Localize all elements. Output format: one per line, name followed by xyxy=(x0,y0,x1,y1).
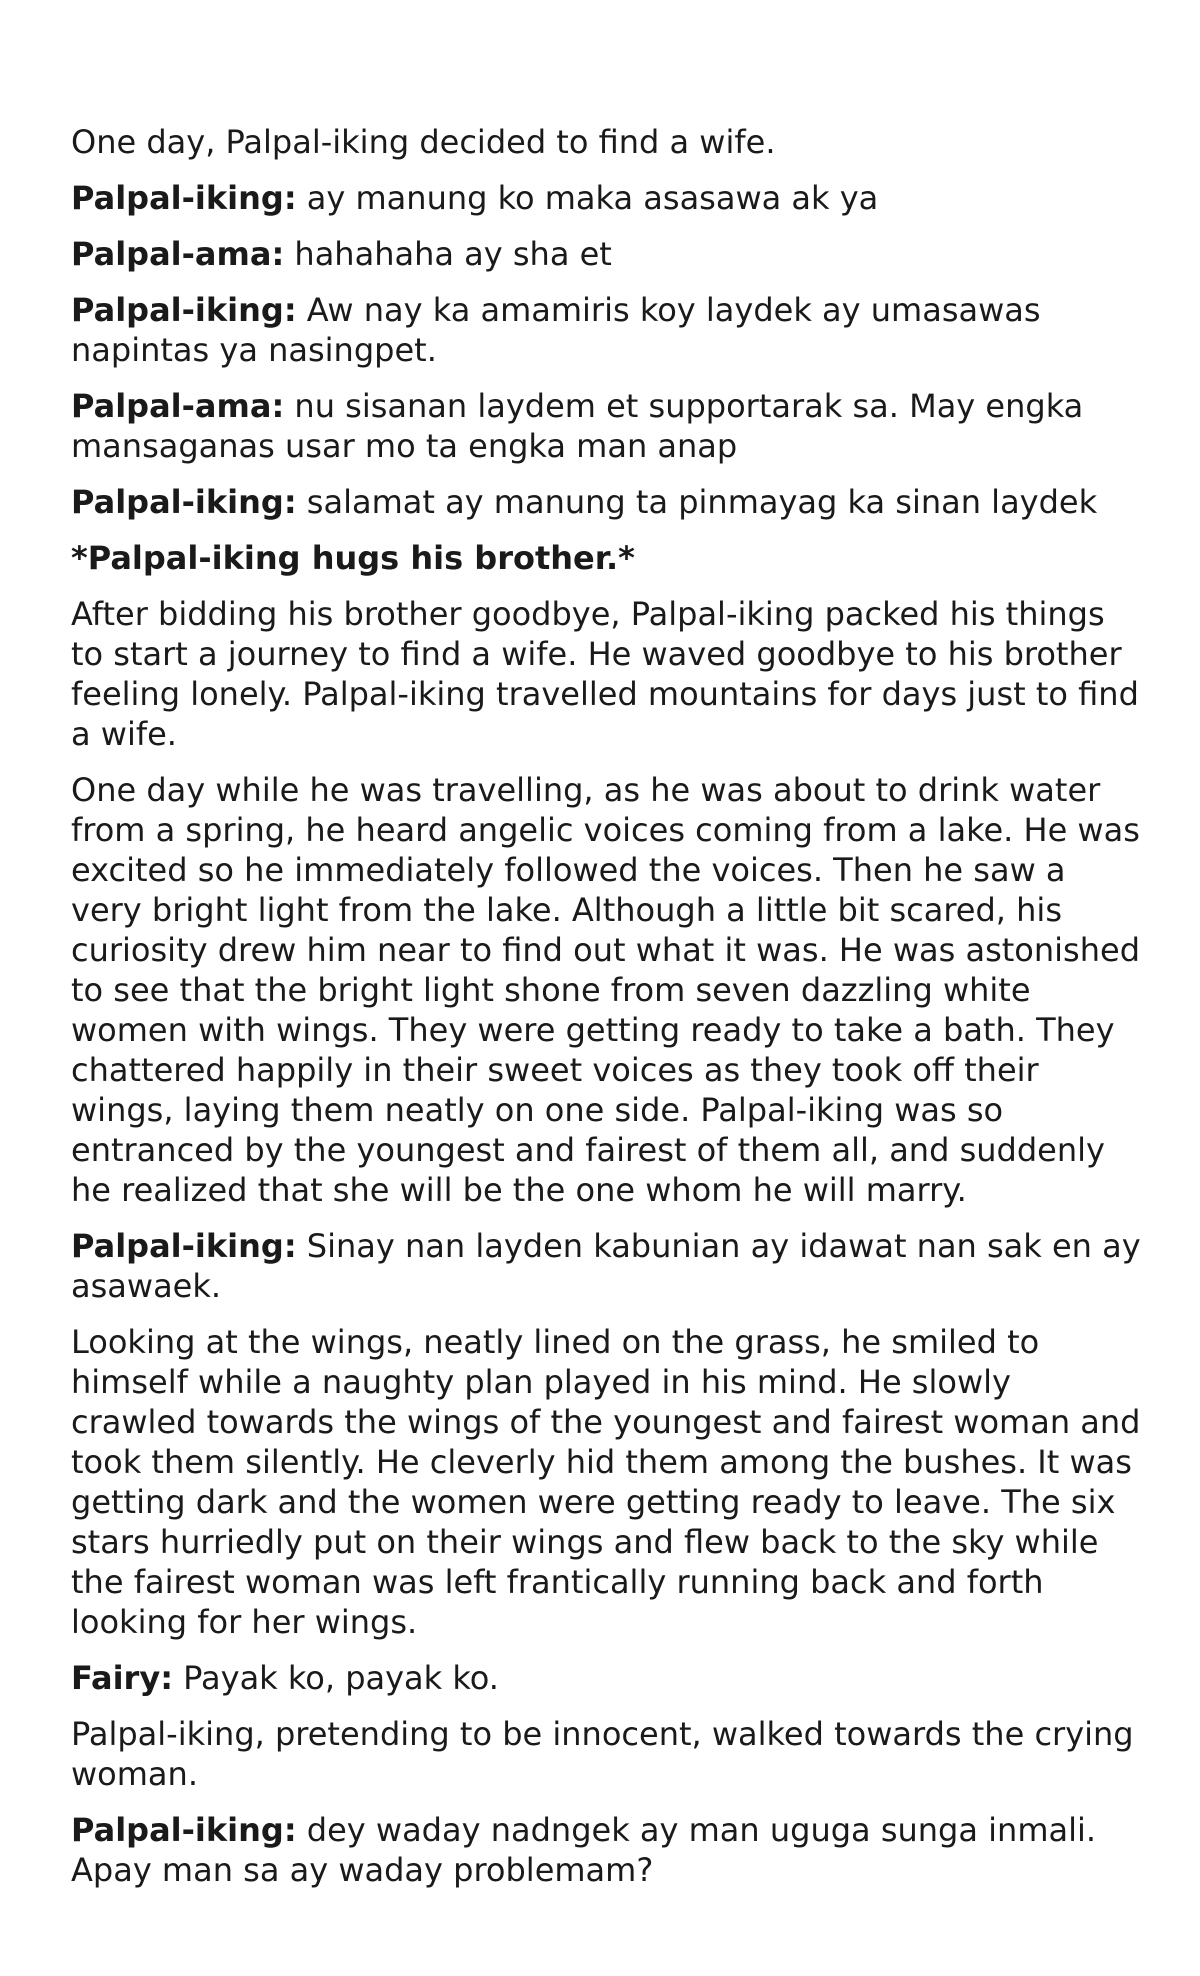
narration-paragraph xyxy=(71,594,1141,754)
story-page xyxy=(71,122,1141,1906)
speaker-name: Palpal-iking: xyxy=(71,1811,297,1849)
dialogue-text: hahahaha ay sha et xyxy=(284,235,612,273)
dialogue-line xyxy=(71,1810,1141,1890)
speaker-name: Palpal-iking: xyxy=(71,291,297,329)
narration-paragraph xyxy=(71,770,1141,1210)
narration-text: One day, Palpal-iking decided to find a wife. xyxy=(71,123,776,161)
dialogue-text: dey waday nadngek ay man uguga sunga inmali. Apay man sa ay waday problemam? xyxy=(71,1811,1097,1889)
speaker-name: Palpal-iking: xyxy=(71,483,297,521)
narration-text: Palpal-iking, pretending to be innocent, walked towards the crying woman. xyxy=(71,1715,1134,1793)
dialogue-text: nu sisanan laydem et supportarak sa. May engka mansaganas usar mo ta engka man anap xyxy=(71,387,1084,465)
stage-direction xyxy=(71,538,1141,578)
narration-text: After bidding his brother goodbye, Palpal-iking packed his things to start a journey to find a wife. He waved goodbye to his brother feeling lonely. Palpal-iking travelled mountains for days just to find a wife. xyxy=(71,595,1139,753)
dialogue-text: Payak ko, payak ko. xyxy=(172,1659,499,1697)
dialogue-line xyxy=(71,234,1141,274)
dialogue-line xyxy=(71,1226,1141,1306)
stage-direction-text: *Palpal-iking hugs his brother.* xyxy=(71,539,635,577)
dialogue-text: Aw nay ka amamiris koy laydek ay umasawas napintas ya nasingpet. xyxy=(71,291,1041,369)
speaker-name: Palpal-ama: xyxy=(71,387,285,425)
speaker-name: Palpal-iking: xyxy=(71,1227,297,1265)
speaker-name: Fairy: xyxy=(71,1659,173,1697)
dialogue-text: Sinay nan layden kabunian ay idawat nan sak en ay asawaek. xyxy=(71,1227,1141,1305)
dialogue-line xyxy=(71,1658,1141,1698)
dialogue-line xyxy=(71,386,1141,466)
narration-paragraph xyxy=(71,1322,1141,1642)
dialogue-line xyxy=(71,482,1141,522)
narration-paragraph xyxy=(71,122,1141,162)
narration-paragraph xyxy=(71,1714,1141,1794)
narration-text: Looking at the wings, neatly lined on the grass, he smiled to himself while a naughty plan played in his mind. He slowly crawled towards the wings of the youngest and fairest woman and took them silently. He cleverly hid them among the bushes. It was getting dark and the women were getting ready to leave. The six stars hurriedly put on their wings and flew back to the sky while the fairest woman was left frantically running back and forth looking for her wings. xyxy=(71,1323,1141,1641)
speaker-name: Palpal-iking: xyxy=(71,179,297,217)
speaker-name: Palpal-ama: xyxy=(71,235,285,273)
dialogue-line xyxy=(71,178,1141,218)
dialogue-line xyxy=(71,290,1141,370)
narration-text: One day while he was travelling, as he was about to drink water from a spring, he heard angelic voices coming from a lake. He was excited so he immediately followed the voices. Then he saw a very bright light from the lake. Although a little bit scared, his curiosity drew him near to find out what it was. He was astonished to see that the bright light shone from seven dazzling white women with wings. They were getting ready to take a bath. They chattered happily in their sweet voices as they took off their wings, laying them neatly on one side. Palpal-iking was so entranced by the youngest and fairest of them all, and suddenly he realized that she will be the one whom he will marry. xyxy=(71,771,1140,1209)
dialogue-text: salamat ay manung ta pinmayag ka sinan laydek xyxy=(296,483,1098,521)
dialogue-text: ay manung ko maka asasawa ak ya xyxy=(296,179,879,217)
